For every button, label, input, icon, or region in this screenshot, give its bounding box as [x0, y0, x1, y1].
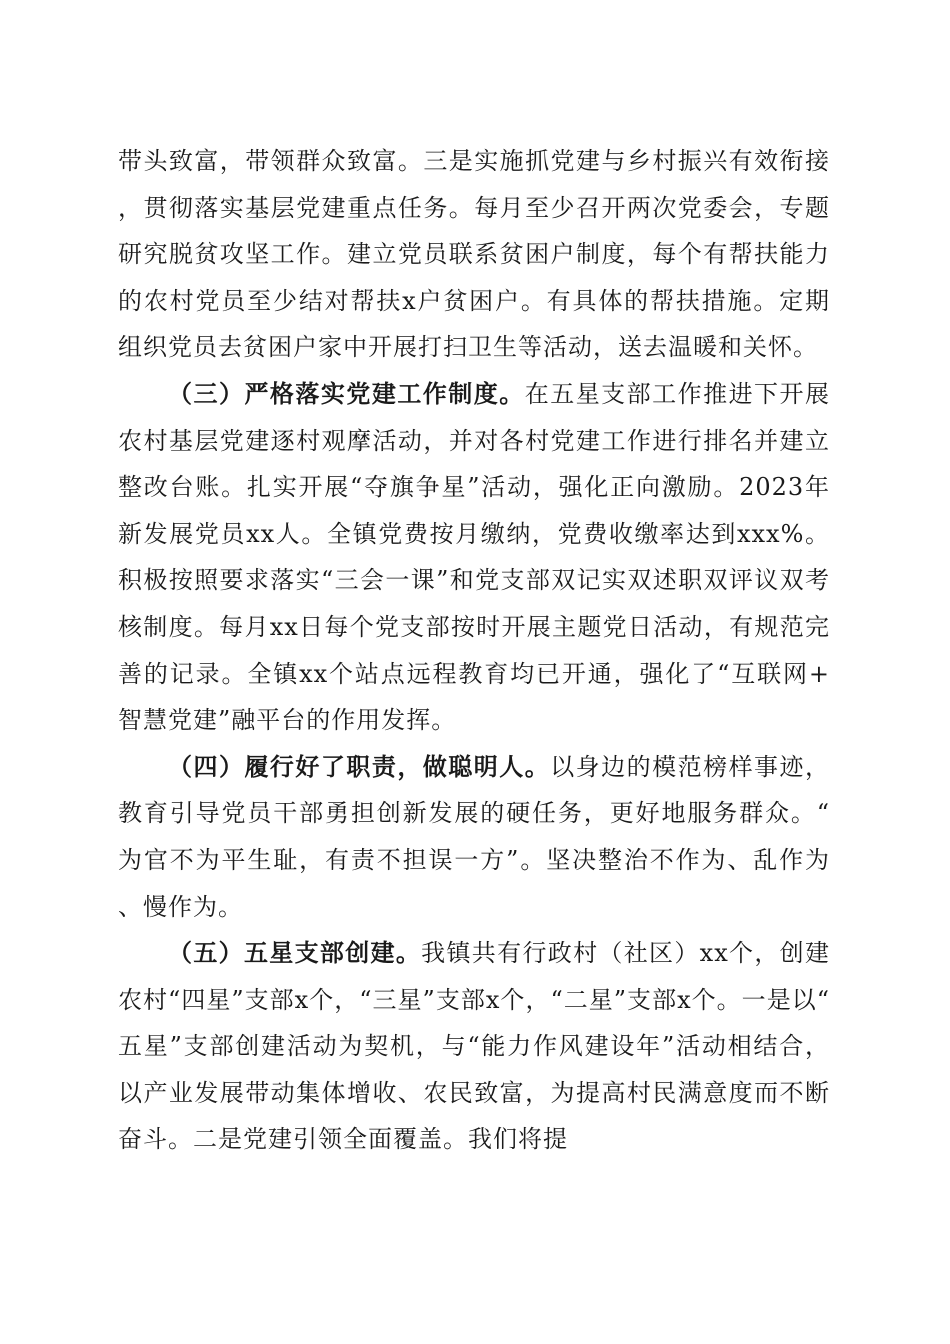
paragraph-text: 我镇共有行政村（社区）xx个，创建农村“四星”支部x个，“三星”支部x个，“二星”支部x个。一是以“五星”支部创建活动为契机，与“能力作风建设年”活动相结合，以产业发展带动集体增收、农民致富，为提高村民满意度而不断奋斗。二是党建引领全面覆盖。我们将提	[118, 939, 830, 1154]
paragraph-section-3	[118, 371, 830, 744]
paragraph-text: 带头致富，带领群众致富。三是实施抓党建与乡村振兴有效衔接，贯彻落实基层党建重点任务。每月至少召开两次党委会，专题研究脱贫攻坚工作。建立党员联系贫困户制度，每个有帮扶能力的农村党员至少结对帮扶x户贫困户。有具体的帮扶措施。定期组织党员去贫困户家中开展打扫卫生等活动，送去温暖和关怀。	[118, 147, 830, 362]
section-heading: （三）严格落实党建工作制度。	[168, 379, 525, 408]
section-heading: （五）五星支部创建。	[168, 939, 422, 968]
paragraph-text: 在五星支部工作推进下开展农村基层党建逐村观摩活动，并对各村党建工作进行排名并建立整改台账。扎实开展“夺旗争星”活动，强化正向激励。2023年新发展党员xx人。全镇党费按月缴纳，党费收缴率达到xxx%。积极按照要求落实“三会一课”和党支部双记实双述职双评议双考核制度。每月xx日每个党支部按时开展主题党日活动，有规范完善的记录。全镇xx个站点远程教育均已开通，强化了“互联网+智慧党建”融平台的作用发挥。	[118, 379, 831, 735]
document-body	[118, 138, 830, 1163]
section-heading: （四）履行好了职责，做聪明人。	[168, 752, 551, 781]
paragraph-section-5	[118, 930, 830, 1163]
paragraph-section-4	[118, 744, 830, 930]
paragraph-continuation	[118, 138, 830, 371]
paragraph-text: 以身边的模范榜样事迹，教育引导党员干部勇担创新发展的硬任务，更好地服务群众。“为官不为平生耻，有责不担误一方”。坚决整治不作为、乱作为、慢作为。	[118, 752, 831, 921]
